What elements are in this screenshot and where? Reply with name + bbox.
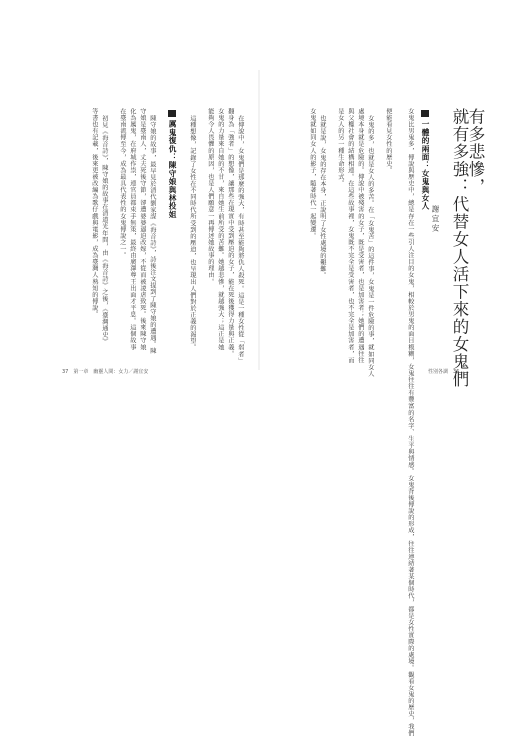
right-paragraph-3-line-2: 女鬼就如同女人的影子，隨著時代一起變遷。 — [308, 108, 316, 239]
right-paragraph-2-line-3: 與父權社會的結構相連。在這些故事裡，女鬼既不完全是受害者，也不完全是加害者，而 — [346, 108, 354, 364]
left-page-footer: 37 第一章 幽靈人間：女力／謝宜安 — [62, 369, 149, 375]
section-heading-right — [421, 110, 429, 210]
left-section-paragraph-1-line-1: 陳守娘的故事，最早見於清代劉家謀《海音詩》，詩後注文提到了陳守娘的遭遇。陳 — [148, 115, 156, 355]
left-intro-paragraph-1-line-2: 翻身為「強者」的想像，讓那些在現實中受到壓迫的女子，能在死後獲得力量與正義。 — [226, 108, 234, 357]
heading-marker-icon — [168, 110, 176, 117]
left-section-paragraph-2-line-2: 等書也有記載，後來更被改編為歌仔戲與電影，成為臺灣人熟知的傳說。 — [90, 108, 98, 318]
left-intro-paragraph-1-line-3: 女鬼的力量來自她的不甘，來自她生前所受的苦難。她越悲慘，就越強大；這正是她 — [216, 108, 224, 351]
left-intro-paragraph-2: 這種想像，記錄了女性在不同時代所受到的壓迫，也呈現出人們對於正義的渴望。 — [188, 115, 196, 351]
essay-title-line-2: 就有多強：代替女人活下來的女鬼們 — [450, 108, 469, 388]
right-paragraph-1-line-1: 女鬼比男鬼多，傳說與歷史中，總是存在一些引人注目的女鬼，相較於男鬼的面目模糊，女鬼往往有豐富的名字、生平與情感。女鬼背後傳說的形成，往往連結著某個時代，都是女性實際的處境。觀看女鬼的歷史，我們 — [406, 108, 414, 737]
section-heading-right-text: 一體的兩面：女鬼與女人 — [421, 120, 430, 211]
essay-title-line-1: 有多悲慘， — [466, 108, 485, 196]
heading-marker-icon — [421, 110, 429, 117]
right-page-footer: 性別各調 36 — [428, 369, 460, 375]
right-paragraph-1-line-2: 便能看見女性的歷史。 — [384, 108, 392, 174]
left-intro-paragraph-1-line-1: 在傳說中，女鬼們是那麼的強大，有時甚至能夠將仇人殺死。這是一種女性從「弱者」 — [236, 115, 244, 364]
right-paragraph-2-line-4: 是女人的另一種生命形式。 — [336, 108, 344, 187]
left-section-paragraph-2-line-1: 初見《海音詩》，陳守娘的故事在清道光年間，由《海音詩》之後，《臺灣通史》 — [100, 115, 108, 345]
section-heading-left-text: 厲鬼復仇：陳守娘與林投姐 — [168, 120, 177, 219]
right-paragraph-2-line-2: 處境本身就是危險的。傳說中被殘害的女子，既是受害者，也是加害者；她們的遭遇往往 — [356, 108, 364, 364]
left-section-paragraph-1-line-2: 守娘是臺南人，丈夫死後守節，卻遭婆婆逼迫改嫁，不從而被凌虐致死。後來陳守娘 — [138, 108, 146, 351]
section-heading-left — [168, 110, 176, 218]
right-paragraph-2-line-1: 女鬼的多，也就是女人的多苦。在「女鬼苦」的這件事，女鬼是一件危險的事，就如同女人 — [366, 115, 374, 377]
left-section-paragraph-1-line-3: 化為厲鬼，在府城作祟，連官員都束手無策，最終由廣澤尊王出面才平息。這個故事 — [128, 108, 136, 351]
author-name: 謝宜安 — [431, 205, 440, 234]
right-paragraph-3-line-1: 也就是說，女鬼的存在本身，正說明了女性處境的艱難。 — [318, 115, 326, 279]
left-intro-paragraph-1-line-4: 能夠令人畏懼的原因，也是人們願意一再傳述她故事的理由。 — [206, 108, 214, 285]
left-section-paragraph-1-line-4: 在臺南流傳至今，成為最具代表性的女鬼傳說之一。 — [118, 108, 126, 259]
page-gutter — [258, 70, 260, 370]
